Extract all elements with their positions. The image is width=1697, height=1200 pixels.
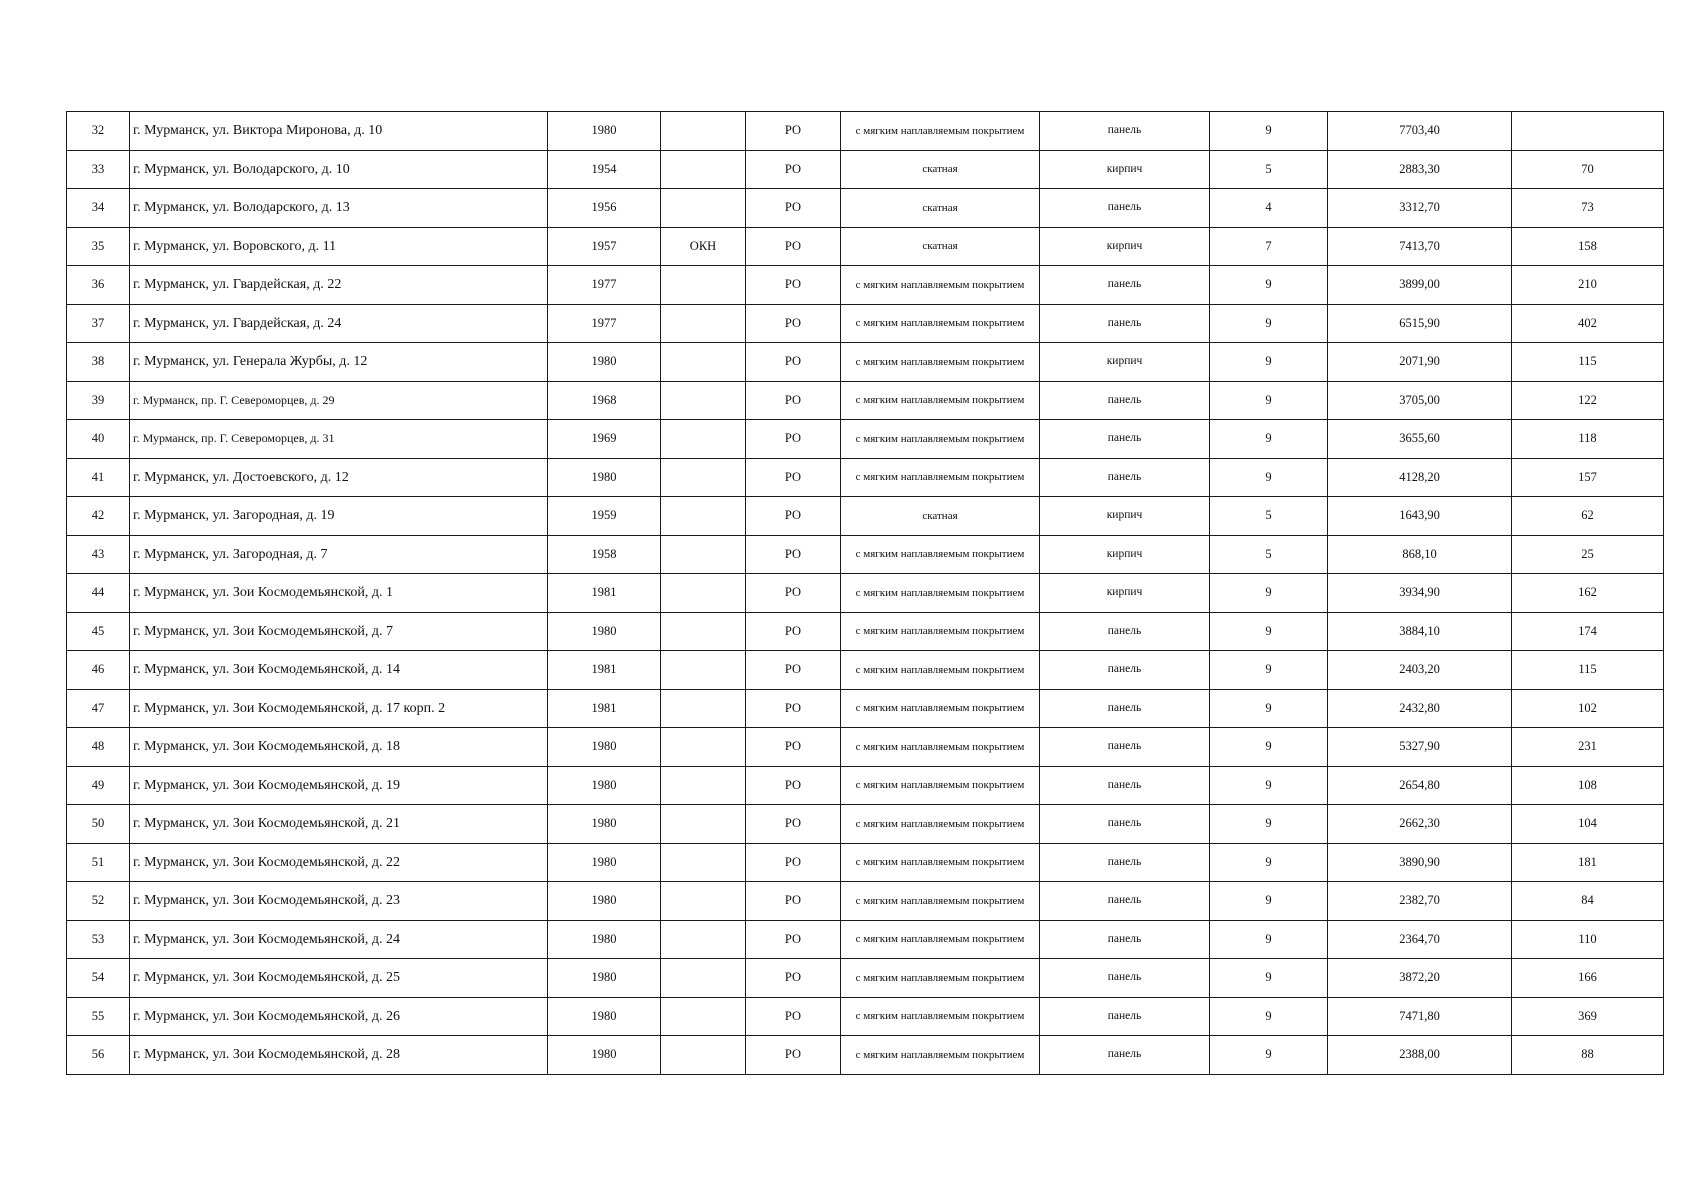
row-number-cell: 42 <box>67 497 130 536</box>
residents-cell <box>1512 112 1664 151</box>
heritage-cell <box>661 574 746 613</box>
table-row <box>67 266 1664 305</box>
table-row <box>67 1036 1664 1075</box>
program-cell: РО <box>746 612 841 651</box>
table-row <box>67 189 1664 228</box>
floors-cell: 9 <box>1210 689 1328 728</box>
area-cell: 3705,00 <box>1328 381 1512 420</box>
floors-cell: 9 <box>1210 458 1328 497</box>
heritage-cell <box>661 766 746 805</box>
program-cell: РО <box>746 381 841 420</box>
heritage-cell <box>661 266 746 305</box>
residents-cell: 369 <box>1512 997 1664 1036</box>
area-cell: 2364,70 <box>1328 920 1512 959</box>
address-cell: г. Мурманск, ул. Зои Космодемьянской, д. 21 <box>130 805 548 844</box>
address-cell: г. Мурманск, ул. Зои Космодемьянской, д. 1 <box>130 574 548 613</box>
heritage-cell <box>661 805 746 844</box>
row-number-cell: 37 <box>67 304 130 343</box>
residents-cell: 73 <box>1512 189 1664 228</box>
year-cell: 1959 <box>548 497 661 536</box>
row-number-cell: 38 <box>67 343 130 382</box>
row-number-cell: 46 <box>67 651 130 690</box>
address-cell: г. Мурманск, пр. Г. Североморцев, д. 29 <box>130 381 548 420</box>
wall-material-cell: панель <box>1040 805 1210 844</box>
roof-type-cell: с мягким наплавляемым покрытием <box>841 381 1040 420</box>
address-cell: г. Мурманск, ул. Виктора Миронова, д. 10 <box>130 112 548 151</box>
residents-cell: 115 <box>1512 651 1664 690</box>
program-cell: РО <box>746 266 841 305</box>
residents-cell: 84 <box>1512 882 1664 921</box>
program-cell: РО <box>746 420 841 459</box>
program-cell: РО <box>746 150 841 189</box>
table-row <box>67 997 1664 1036</box>
row-number-cell: 50 <box>67 805 130 844</box>
roof-type-cell: с мягким наплавляемым покрытием <box>841 882 1040 921</box>
roof-type-cell: с мягким наплавляемым покрытием <box>841 959 1040 998</box>
area-cell: 6515,90 <box>1328 304 1512 343</box>
wall-material-cell: кирпич <box>1040 150 1210 189</box>
address-cell: г. Мурманск, ул. Гвардейская, д. 22 <box>130 266 548 305</box>
wall-material-cell: кирпич <box>1040 497 1210 536</box>
roof-type-cell: скатная <box>841 497 1040 536</box>
wall-material-cell: панель <box>1040 458 1210 497</box>
heritage-cell <box>661 150 746 189</box>
roof-type-cell: с мягким наплавляемым покрытием <box>841 266 1040 305</box>
row-number-cell: 33 <box>67 150 130 189</box>
year-cell: 1977 <box>548 266 661 305</box>
address-cell: г. Мурманск, ул. Зои Космодемьянской, д. 24 <box>130 920 548 959</box>
address-cell: г. Мурманск, пр. Г. Североморцев, д. 31 <box>130 420 548 459</box>
area-cell: 2662,30 <box>1328 805 1512 844</box>
address-cell: г. Мурманск, ул. Зои Космодемьянской, д. 23 <box>130 882 548 921</box>
residents-cell: 210 <box>1512 266 1664 305</box>
row-number-cell: 54 <box>67 959 130 998</box>
table-row <box>67 150 1664 189</box>
wall-material-cell: панель <box>1040 882 1210 921</box>
floors-cell: 9 <box>1210 574 1328 613</box>
floors-cell: 9 <box>1210 728 1328 767</box>
residents-cell: 88 <box>1512 1036 1664 1075</box>
residents-cell: 158 <box>1512 227 1664 266</box>
table-body <box>67 112 1664 1075</box>
wall-material-cell: панель <box>1040 728 1210 767</box>
program-cell: РО <box>746 458 841 497</box>
year-cell: 1968 <box>548 381 661 420</box>
heritage-cell <box>661 497 746 536</box>
row-number-cell: 41 <box>67 458 130 497</box>
row-number-cell: 51 <box>67 843 130 882</box>
program-cell: РО <box>746 304 841 343</box>
row-number-cell: 52 <box>67 882 130 921</box>
residents-cell: 231 <box>1512 728 1664 767</box>
wall-material-cell: панель <box>1040 612 1210 651</box>
floors-cell: 9 <box>1210 420 1328 459</box>
heritage-cell <box>661 189 746 228</box>
program-cell: РО <box>746 766 841 805</box>
row-number-cell: 43 <box>67 535 130 574</box>
program-cell: РО <box>746 843 841 882</box>
program-cell: РО <box>746 227 841 266</box>
address-cell: г. Мурманск, ул. Володарского, д. 10 <box>130 150 548 189</box>
row-number-cell: 35 <box>67 227 130 266</box>
year-cell: 1980 <box>548 843 661 882</box>
table-row <box>67 920 1664 959</box>
wall-material-cell: кирпич <box>1040 574 1210 613</box>
residents-cell: 174 <box>1512 612 1664 651</box>
residents-cell: 110 <box>1512 920 1664 959</box>
program-cell: РО <box>746 112 841 151</box>
floors-cell: 5 <box>1210 497 1328 536</box>
heritage-cell <box>661 112 746 151</box>
table-row <box>67 304 1664 343</box>
wall-material-cell: панель <box>1040 304 1210 343</box>
year-cell: 1980 <box>548 458 661 497</box>
program-cell: РО <box>746 959 841 998</box>
wall-material-cell: панель <box>1040 651 1210 690</box>
area-cell: 7703,40 <box>1328 112 1512 151</box>
roof-type-cell: с мягким наплавляемым покрытием <box>841 805 1040 844</box>
table-row <box>67 458 1664 497</box>
floors-cell: 9 <box>1210 304 1328 343</box>
address-cell: г. Мурманск, ул. Зои Космодемьянской, д. 22 <box>130 843 548 882</box>
year-cell: 1958 <box>548 535 661 574</box>
row-number-cell: 49 <box>67 766 130 805</box>
address-cell: г. Мурманск, ул. Загородная, д. 7 <box>130 535 548 574</box>
program-cell: РО <box>746 497 841 536</box>
area-cell: 2382,70 <box>1328 882 1512 921</box>
table-row <box>67 535 1664 574</box>
row-number-cell: 47 <box>67 689 130 728</box>
program-cell: РО <box>746 574 841 613</box>
program-cell: РО <box>746 189 841 228</box>
table-row <box>67 227 1664 266</box>
roof-type-cell: с мягким наплавляемым покрытием <box>841 535 1040 574</box>
program-cell: РО <box>746 1036 841 1075</box>
area-cell: 2403,20 <box>1328 651 1512 690</box>
heritage-cell <box>661 689 746 728</box>
area-cell: 3899,00 <box>1328 266 1512 305</box>
year-cell: 1981 <box>548 574 661 613</box>
program-cell: РО <box>746 920 841 959</box>
year-cell: 1957 <box>548 227 661 266</box>
floors-cell: 5 <box>1210 150 1328 189</box>
program-cell: РО <box>746 728 841 767</box>
year-cell: 1954 <box>548 150 661 189</box>
address-cell: г. Мурманск, ул. Зои Космодемьянской, д. 19 <box>130 766 548 805</box>
residents-cell: 118 <box>1512 420 1664 459</box>
heritage-cell: ОКН <box>661 227 746 266</box>
year-cell: 1956 <box>548 189 661 228</box>
roof-type-cell: с мягким наплавляемым покрытием <box>841 843 1040 882</box>
year-cell: 1981 <box>548 651 661 690</box>
row-number-cell: 32 <box>67 112 130 151</box>
table-row <box>67 381 1664 420</box>
heritage-cell <box>661 882 746 921</box>
address-cell: г. Мурманск, ул. Зои Космодемьянской, д. 26 <box>130 997 548 1036</box>
wall-material-cell: панель <box>1040 381 1210 420</box>
row-number-cell: 40 <box>67 420 130 459</box>
area-cell: 3872,20 <box>1328 959 1512 998</box>
row-number-cell: 39 <box>67 381 130 420</box>
address-cell: г. Мурманск, ул. Зои Космодемьянской, д. 28 <box>130 1036 548 1075</box>
area-cell: 3884,10 <box>1328 612 1512 651</box>
floors-cell: 4 <box>1210 189 1328 228</box>
wall-material-cell: панель <box>1040 843 1210 882</box>
floors-cell: 9 <box>1210 920 1328 959</box>
row-number-cell: 53 <box>67 920 130 959</box>
wall-material-cell: панель <box>1040 766 1210 805</box>
address-cell: г. Мурманск, ул. Зои Космодемьянской, д. 17 корп. 2 <box>130 689 548 728</box>
program-cell: РО <box>746 882 841 921</box>
year-cell: 1980 <box>548 343 661 382</box>
table-row <box>67 112 1664 151</box>
program-cell: РО <box>746 997 841 1036</box>
roof-type-cell: с мягким наплавляемым покрытием <box>841 1036 1040 1075</box>
table-row <box>67 728 1664 767</box>
heritage-cell <box>661 381 746 420</box>
area-cell: 2883,30 <box>1328 150 1512 189</box>
row-number-cell: 44 <box>67 574 130 613</box>
year-cell: 1977 <box>548 304 661 343</box>
floors-cell: 9 <box>1210 1036 1328 1075</box>
wall-material-cell: панель <box>1040 1036 1210 1075</box>
table-row <box>67 766 1664 805</box>
year-cell: 1980 <box>548 920 661 959</box>
area-cell: 4128,20 <box>1328 458 1512 497</box>
address-cell: г. Мурманск, ул. Зои Космодемьянской, д. 25 <box>130 959 548 998</box>
floors-cell: 9 <box>1210 997 1328 1036</box>
table-row <box>67 689 1664 728</box>
program-cell: РО <box>746 535 841 574</box>
table-row <box>67 420 1664 459</box>
roof-type-cell: с мягким наплавляемым покрытием <box>841 343 1040 382</box>
heritage-cell <box>661 612 746 651</box>
area-cell: 7413,70 <box>1328 227 1512 266</box>
floors-cell: 9 <box>1210 959 1328 998</box>
table-row <box>67 343 1664 382</box>
floors-cell: 9 <box>1210 381 1328 420</box>
floors-cell: 9 <box>1210 843 1328 882</box>
year-cell: 1980 <box>548 959 661 998</box>
heritage-cell <box>661 343 746 382</box>
area-cell: 5327,90 <box>1328 728 1512 767</box>
wall-material-cell: панель <box>1040 997 1210 1036</box>
heritage-cell <box>661 997 746 1036</box>
year-cell: 1981 <box>548 689 661 728</box>
floors-cell: 9 <box>1210 343 1328 382</box>
address-cell: г. Мурманск, ул. Гвардейская, д. 24 <box>130 304 548 343</box>
roof-type-cell: с мягким наплавляемым покрытием <box>841 766 1040 805</box>
residents-cell: 166 <box>1512 959 1664 998</box>
area-cell: 7471,80 <box>1328 997 1512 1036</box>
area-cell: 2654,80 <box>1328 766 1512 805</box>
program-cell: РО <box>746 343 841 382</box>
heritage-cell <box>661 458 746 497</box>
roof-type-cell: скатная <box>841 227 1040 266</box>
heritage-cell <box>661 843 746 882</box>
address-cell: г. Мурманск, ул. Зои Космодемьянской, д. 14 <box>130 651 548 690</box>
residents-cell: 25 <box>1512 535 1664 574</box>
year-cell: 1980 <box>548 612 661 651</box>
roof-type-cell: с мягким наплавляемым покрытием <box>841 574 1040 613</box>
year-cell: 1980 <box>548 728 661 767</box>
table-row <box>67 651 1664 690</box>
area-cell: 3312,70 <box>1328 189 1512 228</box>
floors-cell: 5 <box>1210 535 1328 574</box>
wall-material-cell: панель <box>1040 112 1210 151</box>
residents-cell: 108 <box>1512 766 1664 805</box>
row-number-cell: 48 <box>67 728 130 767</box>
roof-type-cell: с мягким наплавляемым покрытием <box>841 420 1040 459</box>
roof-type-cell: с мягким наплавляемым покрытием <box>841 112 1040 151</box>
residents-cell: 157 <box>1512 458 1664 497</box>
heritage-cell <box>661 1036 746 1075</box>
residents-cell: 122 <box>1512 381 1664 420</box>
program-cell: РО <box>746 651 841 690</box>
wall-material-cell: панель <box>1040 420 1210 459</box>
heritage-cell <box>661 728 746 767</box>
wall-material-cell: кирпич <box>1040 343 1210 382</box>
heritage-cell <box>661 651 746 690</box>
table-row <box>67 882 1664 921</box>
residents-cell: 162 <box>1512 574 1664 613</box>
floors-cell: 7 <box>1210 227 1328 266</box>
roof-type-cell: с мягким наплавляемым покрытием <box>841 458 1040 497</box>
roof-type-cell: скатная <box>841 189 1040 228</box>
address-cell: г. Мурманск, ул. Володарского, д. 13 <box>130 189 548 228</box>
roof-type-cell: с мягким наплавляемым покрытием <box>841 689 1040 728</box>
table-row <box>67 497 1664 536</box>
row-number-cell: 55 <box>67 997 130 1036</box>
floors-cell: 9 <box>1210 112 1328 151</box>
year-cell: 1980 <box>548 1036 661 1075</box>
table-row <box>67 612 1664 651</box>
row-number-cell: 56 <box>67 1036 130 1075</box>
heritage-cell <box>661 535 746 574</box>
heritage-cell <box>661 920 746 959</box>
program-cell: РО <box>746 805 841 844</box>
address-cell: г. Мурманск, ул. Загородная, д. 19 <box>130 497 548 536</box>
wall-material-cell: панель <box>1040 920 1210 959</box>
area-cell: 868,10 <box>1328 535 1512 574</box>
residents-cell: 70 <box>1512 150 1664 189</box>
roof-type-cell: с мягким наплавляемым покрытием <box>841 304 1040 343</box>
area-cell: 1643,90 <box>1328 497 1512 536</box>
program-cell: РО <box>746 689 841 728</box>
table-row <box>67 843 1664 882</box>
floors-cell: 9 <box>1210 612 1328 651</box>
residents-cell: 402 <box>1512 304 1664 343</box>
address-cell: г. Мурманск, ул. Зои Космодемьянской, д. 18 <box>130 728 548 767</box>
table-row <box>67 959 1664 998</box>
heritage-cell <box>661 420 746 459</box>
floors-cell: 9 <box>1210 805 1328 844</box>
table-row <box>67 574 1664 613</box>
address-cell: г. Мурманск, ул. Воровского, д. 11 <box>130 227 548 266</box>
residents-cell: 104 <box>1512 805 1664 844</box>
row-number-cell: 45 <box>67 612 130 651</box>
roof-type-cell: скатная <box>841 150 1040 189</box>
residents-cell: 181 <box>1512 843 1664 882</box>
heritage-cell <box>661 304 746 343</box>
area-cell: 2388,00 <box>1328 1036 1512 1075</box>
residents-cell: 115 <box>1512 343 1664 382</box>
address-cell: г. Мурманск, ул. Достоевского, д. 12 <box>130 458 548 497</box>
row-number-cell: 36 <box>67 266 130 305</box>
row-number-cell: 34 <box>67 189 130 228</box>
wall-material-cell: панель <box>1040 189 1210 228</box>
year-cell: 1980 <box>548 882 661 921</box>
wall-material-cell: кирпич <box>1040 227 1210 266</box>
wall-material-cell: кирпич <box>1040 535 1210 574</box>
area-cell: 3890,90 <box>1328 843 1512 882</box>
roof-type-cell: с мягким наплавляемым покрытием <box>841 651 1040 690</box>
heritage-cell <box>661 959 746 998</box>
area-cell: 2432,80 <box>1328 689 1512 728</box>
area-cell: 2071,90 <box>1328 343 1512 382</box>
address-cell: г. Мурманск, ул. Генерала Журбы, д. 12 <box>130 343 548 382</box>
year-cell: 1980 <box>548 997 661 1036</box>
roof-type-cell: с мягким наплавляемым покрытием <box>841 728 1040 767</box>
wall-material-cell: панель <box>1040 959 1210 998</box>
residents-cell: 102 <box>1512 689 1664 728</box>
roof-type-cell: с мягким наплавляемым покрытием <box>841 612 1040 651</box>
area-cell: 3655,60 <box>1328 420 1512 459</box>
year-cell: 1980 <box>548 805 661 844</box>
residents-cell: 62 <box>1512 497 1664 536</box>
floors-cell: 9 <box>1210 882 1328 921</box>
wall-material-cell: панель <box>1040 689 1210 728</box>
buildings-table <box>66 111 1664 1075</box>
wall-material-cell: панель <box>1040 266 1210 305</box>
table-row <box>67 805 1664 844</box>
area-cell: 3934,90 <box>1328 574 1512 613</box>
roof-type-cell: с мягким наплавляемым покрытием <box>841 920 1040 959</box>
floors-cell: 9 <box>1210 766 1328 805</box>
roof-type-cell: с мягким наплавляемым покрытием <box>841 997 1040 1036</box>
year-cell: 1980 <box>548 112 661 151</box>
address-cell: г. Мурманск, ул. Зои Космодемьянской, д. 7 <box>130 612 548 651</box>
floors-cell: 9 <box>1210 266 1328 305</box>
floors-cell: 9 <box>1210 651 1328 690</box>
year-cell: 1980 <box>548 766 661 805</box>
year-cell: 1969 <box>548 420 661 459</box>
